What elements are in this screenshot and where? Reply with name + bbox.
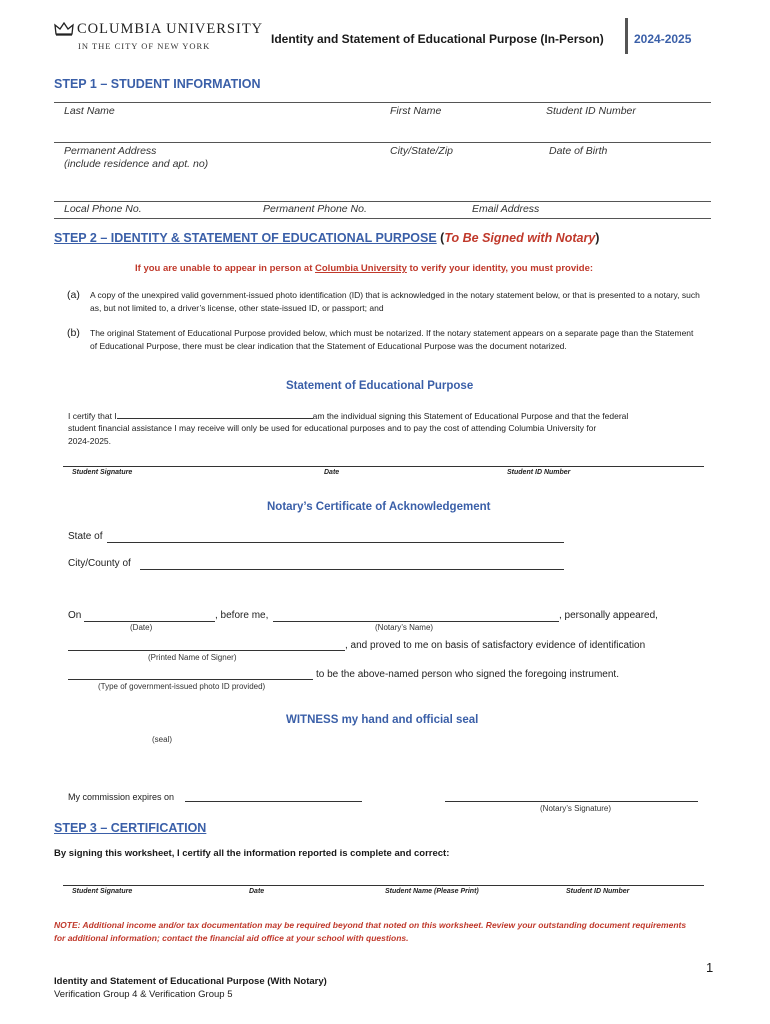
notary-signature-line[interactable] [445,801,698,802]
item-b-text: The original Statement of Educational Purpose provided below, which must be notarized. If the notary statement appears on a separate page than the Statement of Educational Purpose, there must be clear indication that the Statement of Educational Purpose was the document notarized. [90,328,694,351]
certify-line1 [68,409,628,423]
commission-label: My commission expires on [68,792,175,802]
signer-name-line[interactable] [68,650,345,651]
county-of-line[interactable] [140,569,564,570]
student-id-label: Student ID Number [546,105,636,117]
perm-phone-label: Permanent Phone No. [263,203,367,215]
state-of-label: State of [68,531,103,542]
personally-label: , personally appeared, [559,610,658,621]
notary-name-caption: (Notary’s Name) [375,623,434,632]
date-caption: (Date) [130,623,153,632]
logo-subtitle: IN THE CITY OF NEW YORK [78,41,211,51]
city-label: City/State/Zip [390,145,454,157]
step2-instruction [135,263,593,274]
before-me-label: , before me, [215,610,269,621]
address-note: (include residence and apt. no) [64,158,209,170]
certify-post: am the individual signing this Statement of Educational Purpose and that the federal [312,411,629,421]
seal-label: (seal) [152,735,173,744]
document-title: Identity and Statement of Educational Purpose (In-Person) [271,32,604,46]
id-type-line[interactable] [68,679,313,680]
divider [54,201,711,202]
printed-name-caption: (Printed Name of Signer) [148,653,237,662]
title-divider [625,18,628,54]
item-a-text: A copy of the unexpired valid government-issued photo identification (ID) that is acknowledged in the notary statement below, or that is presented to a notary, such as, but not limited to, a driver’s license, other state-issued ID, or passport; and [90,290,700,313]
step3-sig-name: Student Name (Please Print) [385,888,479,895]
step2-heading-text: STEP 2 – IDENTITY & STATEMENT OF EDUCATIONAL PURPOSE [54,231,437,245]
step3-heading: STEP 3 – CERTIFICATION [54,821,207,835]
notary-sig-caption: (Notary’s Signature) [540,804,611,813]
dob-label: Date of Birth [549,145,608,157]
instruction-post: to verify your identity, you must provide: [406,263,594,274]
student-name-line[interactable] [117,409,313,419]
proved-label: , and proved to me on basis of satisfactory evidence of identification [345,640,646,651]
divider [54,102,711,103]
step3-sig-id: Student ID Number [566,888,630,895]
state-of-line[interactable] [107,542,564,543]
statement-title: Statement of Educational Purpose [286,380,474,392]
page-number: 1 [706,960,714,975]
step2-heading-paren-close: ) [595,231,600,245]
first-name-label: First Name [390,105,442,117]
sig-student-label: Student Signature [72,469,133,476]
commission-line[interactable] [185,801,362,802]
certify-pre: I certify that I [68,411,117,421]
sig-id-label: Student ID Number [507,469,571,476]
crown-icon [54,22,74,41]
item-a-label: (a) [67,289,80,301]
last-name-label: Last Name [64,105,115,117]
divider [54,142,711,143]
step3-sig-student: Student Signature [72,888,133,895]
footer-subtitle: Verification Group 4 & Verification Group 5 [54,989,233,1000]
step3-statement: By signing this worksheet, I certify all the information reported is complete and correct: [54,848,450,859]
divider [54,218,711,219]
on-date-line[interactable] [84,621,215,622]
certify-line3: 2024-2025. [68,436,112,446]
item-b-label: (b) [67,327,80,339]
step3-sig-date: Date [249,888,265,895]
email-label: Email Address [472,203,540,215]
footer-title: Identity and Statement of Educational Purpose (With Notary) [54,976,327,987]
address-label: Permanent Address [64,145,157,157]
witness-heading: WITNESS my hand and official seal [286,714,479,726]
id-type-caption: (Type of government-issued photo ID provided) [98,682,266,691]
on-label: On [68,610,82,621]
step2-heading [54,231,599,245]
notary-name-line[interactable] [273,621,559,622]
certify-line2: student financial assistance I may receive will only be used for educational purposes and to pay the cost of attending Columbia University for [68,423,597,433]
instruction-pre: If you are unable to appear in person at [135,263,316,274]
county-of-label: City/County of [68,558,131,569]
step1-heading: STEP 1 – STUDENT INFORMATION [54,77,261,91]
step2-heading-paren-open: ( [440,231,445,245]
above-named-label: to be the above-named person who signed the foregoing instrument. [316,669,619,680]
step2-heading-note: To Be Signed with Notary [444,231,596,245]
local-phone-label: Local Phone No. [64,203,142,215]
signature-line[interactable] [63,466,704,467]
award-year: 2024-2025 [634,32,692,46]
notary-title: Notary’s Certificate of Acknowledgement [267,501,491,513]
instruction-link[interactable]: Columbia University [315,263,407,274]
step3-note: NOTE: Additional income and/or tax documentation may be required beyond that noted on this worksheet. Review your outstanding document requirements for additional information; contact the financial aid office at your school with questions. [54,920,687,943]
sig-date-label: Date [324,469,340,476]
step3-signature-line[interactable] [63,885,704,886]
logo-name: COLUMBIA UNIVERSITY [77,21,264,37]
